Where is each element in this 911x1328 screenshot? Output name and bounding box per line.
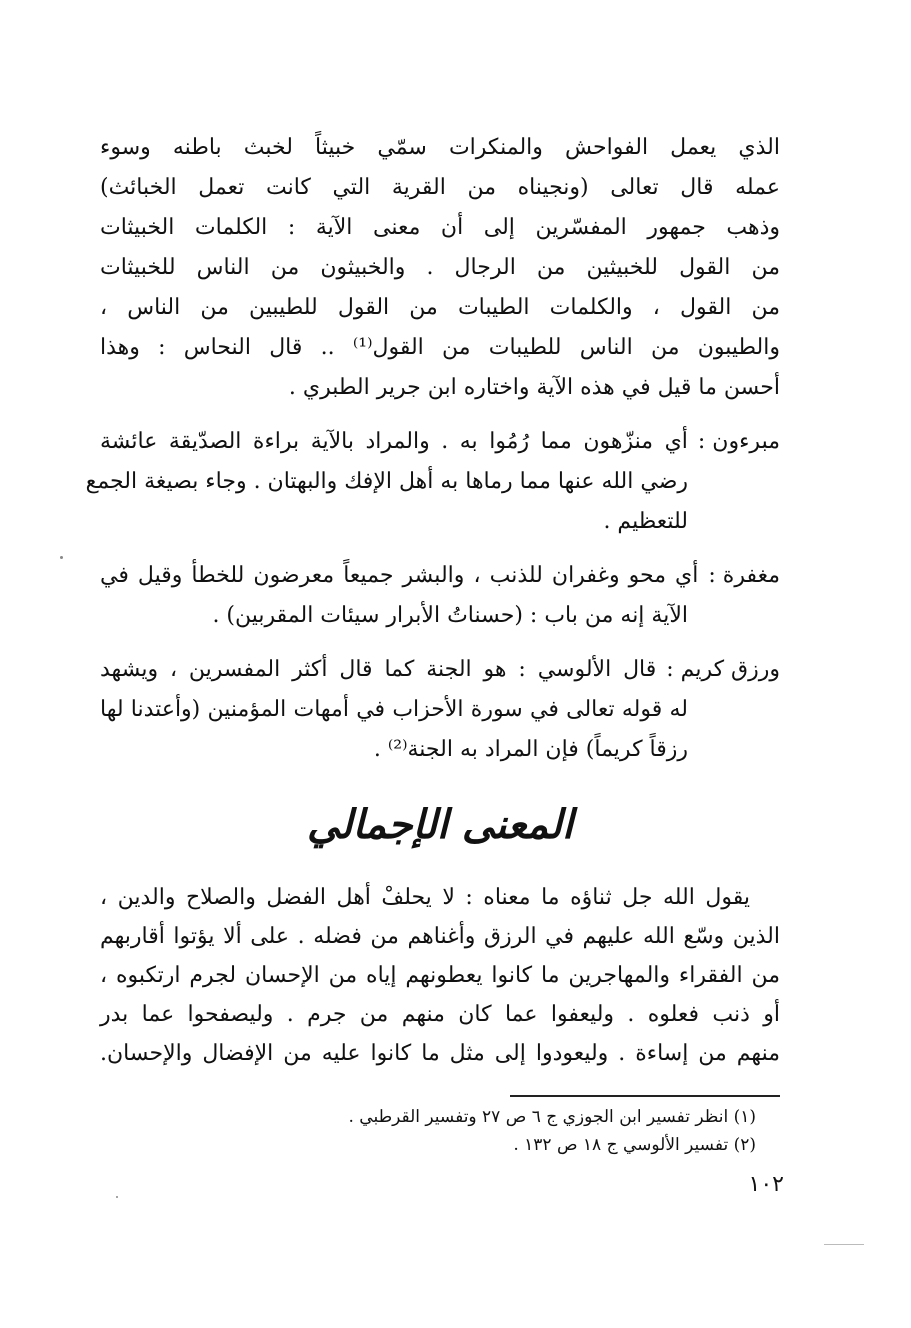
text-line: الذين وسّع الله عليهم في الرزق وأغناهم من فضله . على ألا يؤتوا أقاربهم: [100, 924, 780, 949]
entry-text-line: أي محو وغفران للذنب ، والبشر جميعاً معرضون للخطأ وقيل في: [100, 563, 699, 588]
text-line: يقول الله جل ثناؤه ما معناه : لا يحلفْ أهل الفضل والصلاح والدين ،: [100, 885, 750, 910]
page-body: [85, 128, 780, 1159]
page-number: ١٠٢: [748, 1172, 784, 1197]
text-line: والطيبون من الناس للطيبات من القول⁽¹⁾ .. قال النحاس : وهذا: [100, 335, 780, 360]
entry-term: مبرءون :: [697, 429, 780, 454]
intro-paragraph: [100, 128, 780, 408]
entry-rizq-karim: [100, 650, 780, 770]
text-line: من الفقراء والمهاجرين ما كانوا يعطونهم إياه من الإحسان لجرم ارتكبوه ،: [100, 963, 780, 988]
entry-text-line: الآية إنه من باب : (حسناتُ الأبرار سيئات المقربين) .: [212, 603, 688, 628]
text-line: من القول للخبيثين من الرجال . والخبيثون من الناس للخبيثات: [100, 255, 780, 280]
scan-speck: [824, 1244, 864, 1245]
text-line: عمله قال تعالى (ونجيناه من القرية التي كانت تعمل الخبائث): [100, 175, 780, 200]
entry-text-line: قال الألوسي : هو الجنة كما قال أكثر المفسرين ، ويشهد: [100, 657, 657, 682]
entry-text-line: أي منزّهون مما رُمُوا به . والمراد بالآية براءة الصدّيقة عائشة: [100, 429, 688, 454]
entry-text-line: رضي الله عنها مما رماها به أهل الإفك والبهتان . وجاء بصيغة الجمع: [85, 469, 688, 494]
summary-paragraph: [100, 878, 780, 1073]
entry-mubarraun: [85, 422, 780, 542]
text-line: منهم من إساءة . وليعودوا إلى مثل ما كانوا عليه من الإفضال والإحسان.: [100, 1041, 780, 1066]
text-line: وذهب جمهور المفسّرين إلى أن معنى الآية : الكلمات الخبيثات: [100, 215, 780, 240]
entry-maghfira: [100, 556, 780, 636]
text-line: الذي يعمل الفواحش والمنكرات سمّي خبيثاً لخبث باطنه وسوء: [100, 135, 780, 160]
text-line: من القول ، والكلمات الطيبات من القول للطيبين من الناس ،: [100, 295, 780, 320]
entry-text-line: له قوله تعالى في سورة الأحزاب في أمهات المؤمنين (وأعتدنا لها: [100, 697, 688, 722]
text-line: أحسن ما قيل في هذه الآية واختاره ابن جرير الطبري .: [288, 375, 780, 400]
entry-term: ورزق كريم :: [666, 657, 780, 682]
footnote-1: (١) انظر تفسير ابن الجوزي ج ٦ ص ٢٧ وتفسير القرطبي .: [348, 1107, 756, 1127]
text-line: أو ذنب فعلوه . وليعفوا عما كان منهم من جرم . وليصفحوا عما بدر: [100, 1002, 780, 1027]
scan-speck: [60, 556, 63, 559]
entry-text-line: للتعظيم .: [603, 509, 688, 534]
entry-term: مغفرة :: [708, 563, 780, 588]
section-heading: المعنى الإجمالي: [306, 800, 574, 848]
scan-speck: [116, 1196, 118, 1198]
footnote-2: (٢) تفسير الألوسي ج ١٨ ص ١٣٢ .: [513, 1135, 756, 1155]
entry-text-line: رزقاً كريماً) فإن المراد به الجنة⁽²⁾ .: [373, 737, 688, 762]
